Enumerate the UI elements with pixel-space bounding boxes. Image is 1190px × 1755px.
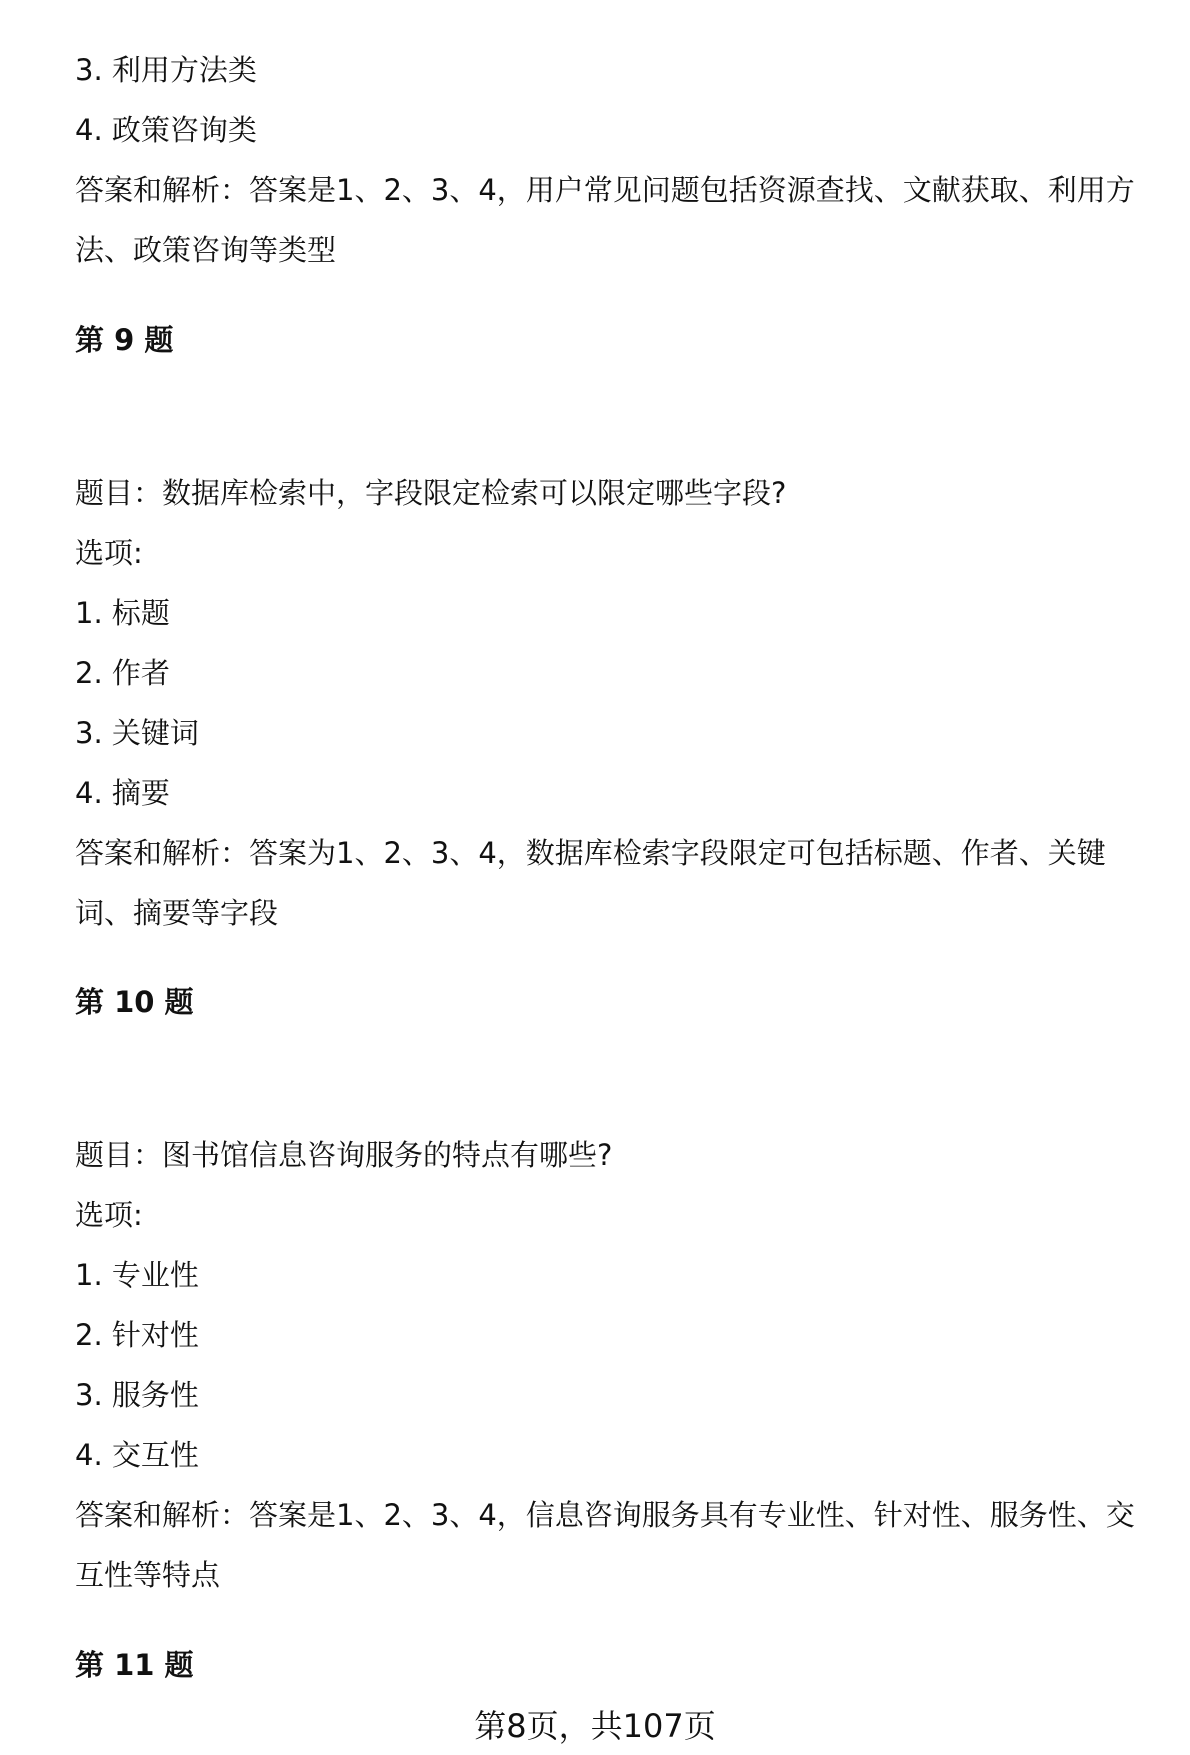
q9-option-4: 4. 摘要 bbox=[75, 776, 170, 810]
q8-option-4: 4. 政策咨询类 bbox=[75, 113, 257, 147]
q9-question: 题目：数据库检索中，字段限定检索可以限定哪些字段? bbox=[75, 476, 787, 510]
q8-option-3: 3. 利用方法类 bbox=[75, 53, 257, 87]
q9-option-2: 2. 作者 bbox=[75, 656, 170, 690]
q10-option-1: 1. 专业性 bbox=[75, 1258, 199, 1292]
q9-option-3: 3. 关键词 bbox=[75, 716, 199, 750]
q9-answer-line-1: 答案和解析：答案为1、2、3、4，数据库检索字段限定可包括标题、作者、关键 bbox=[75, 836, 1106, 870]
q8-answer-line-1: 答案和解析：答案是1、2、3、4，用户常见问题包括资源查找、文献获取、利用方 bbox=[75, 173, 1135, 207]
q10-option-4: 4. 交互性 bbox=[75, 1438, 199, 1472]
q9-heading: 第 9 题 bbox=[75, 323, 174, 357]
q10-question: 题目：图书馆信息咨询服务的特点有哪些? bbox=[75, 1138, 613, 1172]
q9-options-label: 选项: bbox=[75, 536, 143, 570]
q8-answer-line-2: 法、政策咨询等类型 bbox=[75, 233, 337, 267]
q10-option-3: 3. 服务性 bbox=[75, 1378, 199, 1412]
q9-option-1: 1. 标题 bbox=[75, 596, 170, 630]
q11-heading: 第 11 题 bbox=[75, 1648, 194, 1682]
q10-option-2: 2. 针对性 bbox=[75, 1318, 199, 1352]
page-number-footer: 第8页，共107页 bbox=[474, 1707, 716, 1745]
q10-answer-line-2: 互性等特点 bbox=[75, 1558, 221, 1592]
q10-options-label: 选项: bbox=[75, 1198, 143, 1232]
q10-answer-line-1: 答案和解析：答案是1、2、3、4，信息咨询服务具有专业性、针对性、服务性、交 bbox=[75, 1498, 1135, 1532]
q9-answer-line-2: 词、摘要等字段 bbox=[75, 896, 279, 930]
q10-heading: 第 10 题 bbox=[75, 985, 194, 1019]
